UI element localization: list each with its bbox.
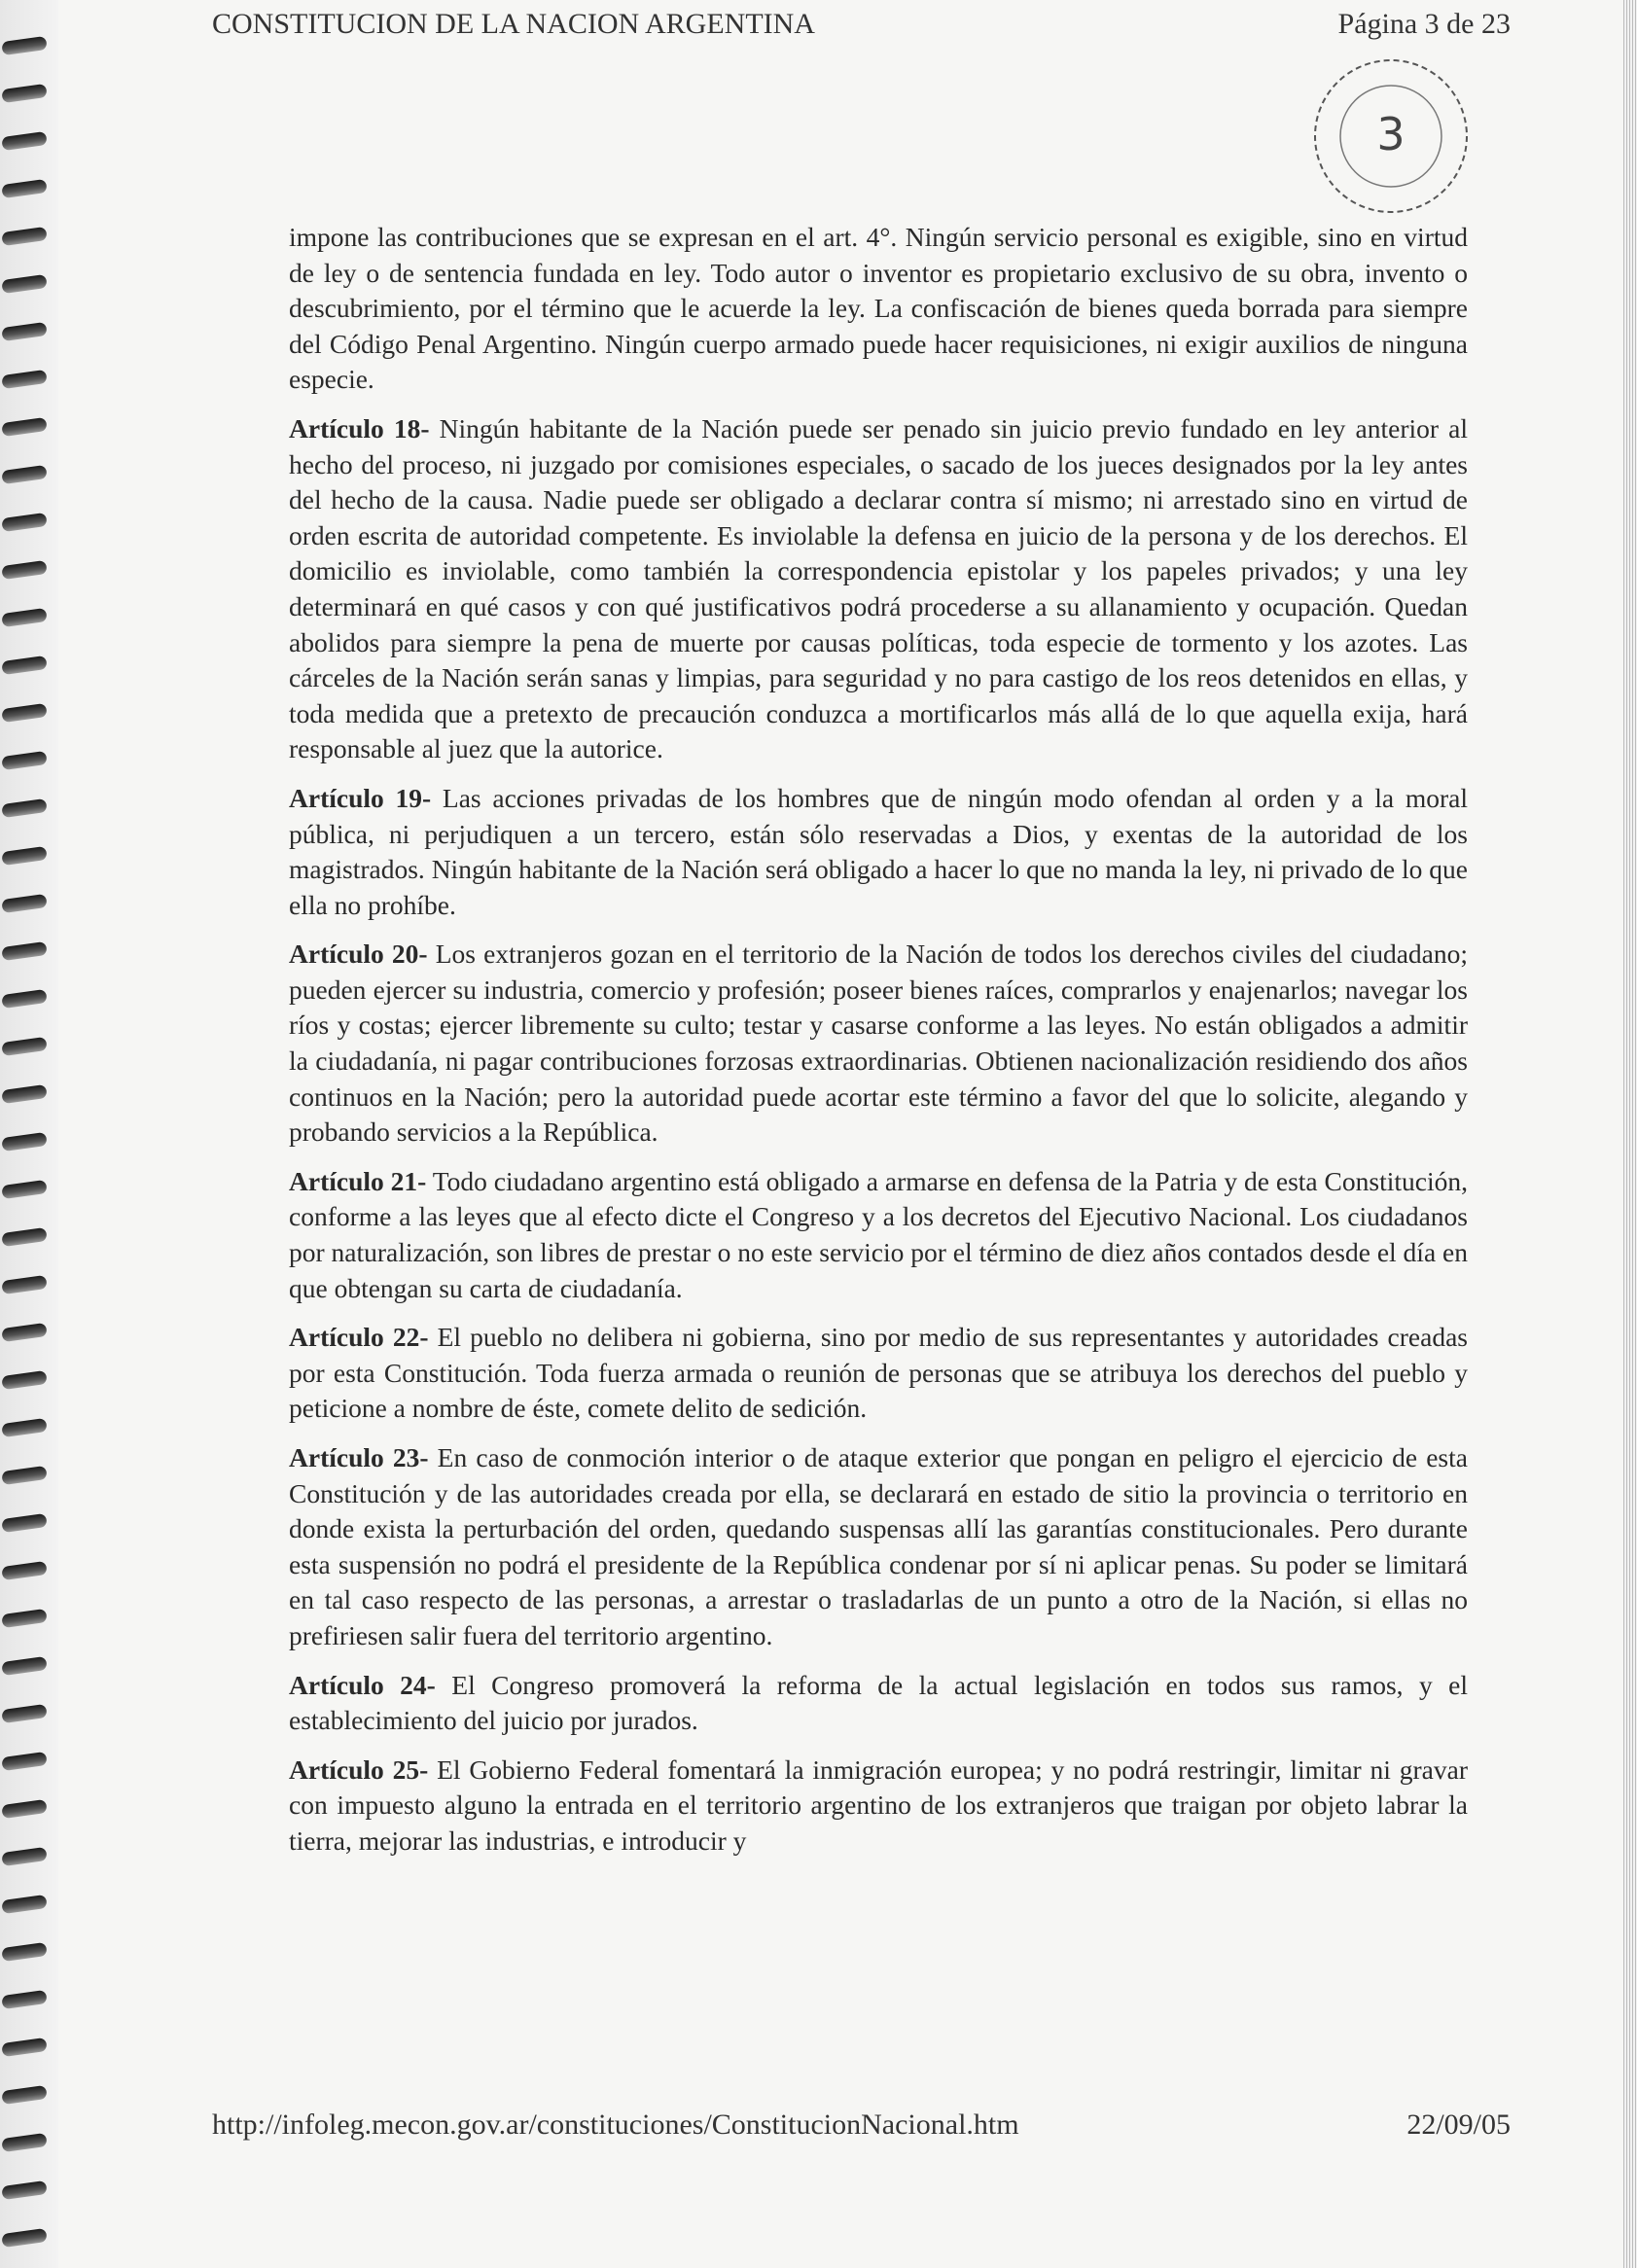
binding-ring — [1, 989, 48, 1009]
binding-ring — [1, 1180, 48, 1199]
article-paragraph — [289, 1440, 1468, 1654]
binding-ring — [1, 1084, 48, 1104]
binding-ring — [1, 370, 48, 389]
binding-ring — [1, 2180, 48, 2200]
binding-ring — [1, 656, 48, 675]
article-label: Artículo 20- — [289, 939, 428, 970]
article-label: Artículo 25- — [289, 1754, 429, 1785]
binding-ring — [1, 703, 48, 723]
binding-ring — [1, 1752, 48, 1771]
binding-ring — [1, 1370, 48, 1390]
page-edge — [1623, 0, 1637, 2268]
binding-ring — [1, 2228, 48, 2248]
binding-ring — [1, 1037, 48, 1056]
binding-ring — [1, 560, 48, 580]
article-label: Artículo 23- — [289, 1442, 429, 1472]
binding-ring — [1, 1895, 48, 1914]
binding-ring — [1, 1656, 48, 1676]
binding-ring — [1, 417, 48, 437]
page-header — [212, 8, 1511, 41]
binding-ring — [1, 1561, 48, 1580]
article-text: Las acciones privadas de los hombres que de ningún modo ofendan al orden y a la moral pública, ni perjudiquen a un tercero, están sólo reservadas a Dios, y exentas de la autoridad de los magistrados. Ningún habitante de la Nación será obligado a hacer lo que no manda la ley, ni privado de lo que ella no prohíbe. — [289, 782, 1468, 920]
spiral-binding — [0, 0, 58, 2268]
binding-ring — [1, 1418, 48, 1437]
continued-paragraph — [289, 220, 1468, 398]
article-paragraph — [289, 1164, 1468, 1306]
binding-ring — [1, 894, 48, 913]
binding-ring — [1, 131, 48, 151]
binding-ring — [1, 1799, 48, 1819]
page-footer — [212, 2109, 1511, 2142]
binding-ring — [1, 1227, 48, 1247]
article-paragraph — [289, 1320, 1468, 1427]
binding-ring — [1, 2038, 48, 2057]
binding-ring — [1, 1513, 48, 1533]
article-text: Ningún habitante de la Nación puede ser penado sin juicio previo fundado en ley anterior al hecho del proceso, ni juzgado por comisiones especiales, o sacado de los jueces designados por la ley antes del hecho de la causa. Nadie puede ser obligado a declarar contra sí mismo; ni arrestado sino en virtud de orden escrita de autoridad competente. Es inviolable la defensa en juicio de la persona y de los derechos. El domicilio es inviolable, como también la correspondencia epistolar y los papeles privados; y una ley determinará en qué casos y con qué justificativos podrá procederse a su allanamiento y ocupación. Quedan abolidos para siempre la pena de muerte por causas políticas, toda especie de tormento y los azotes. Las cárceles de la Nación serán sanas y limpias, para seguridad y no para castigo de los reos detenidos en ellas, y toda medida que a pretexto de precaución conduzca a mortificarlos más allá de lo que aquella exija, hará responsable al juez que la autorice. — [289, 412, 1468, 764]
article-paragraph — [289, 1668, 1468, 1739]
binding-ring — [1, 322, 48, 341]
binding-ring — [1, 751, 48, 770]
binding-ring — [1, 274, 48, 294]
binding-ring — [1, 2085, 48, 2105]
binding-ring — [1, 1323, 48, 1342]
rubber-stamp — [1303, 49, 1478, 224]
binding-ring — [1, 2133, 48, 2152]
binding-ring — [1, 227, 48, 246]
article-text: El Gobierno Federal fomentará la inmigración europea; y no podrá restringir, limitar ni gravar con impuesto alguno la entrada en el territorio argentino de los extranjeros que traigan por objeto labrar la tierra, mejorar las industrias, e introducir y — [289, 1754, 1468, 1856]
binding-ring — [1, 798, 48, 818]
binding-ring — [1, 1704, 48, 1723]
article-text: El Congreso promoverá la reforma de la actual legislación en todos sus ramos, y el establecimiento del juicio por jurados. — [289, 1669, 1468, 1736]
binding-ring — [1, 513, 48, 532]
article-label: Artículo 19- — [289, 782, 432, 813]
article-paragraph — [289, 781, 1468, 923]
article-label: Artículo 24- — [289, 1669, 436, 1700]
article-paragraph — [289, 937, 1468, 1151]
binding-ring — [1, 1132, 48, 1152]
article-paragraph — [289, 411, 1468, 767]
document-body — [289, 220, 1468, 1873]
article-text: En caso de conmoción interior o de ataque exterior que pongan en peligro el ejercicio de esta Constitución y de las autoridades creada por ella, se declarará en estado de sitio la provincia o territorio en donde exista la perturbación del orden, quedando suspensas allí las garantías constitucionales. Pero durante esta suspensión no podrá el presidente de la República condenar por sí ni aplicar penas. Su poder se limitará en tal caso respecto de las personas, a arrestar o trasladarlas de un punto a otro de la Nación, si ellas no prefiriesen salir fuera del territorio argentino. — [289, 1442, 1468, 1650]
article-text: Todo ciudadano argentino está obligado a armarse en defensa de la Patria y de esta Constitución, conforme a las leyes que al efecto dicte el Congreso y a los decretos del Ejecutivo Nacional. Los ciudadanos por naturalización, son libres de prestar o no este servicio por el término de diez años contados desde el día en que obtengan su carta de ciudadanía. — [289, 1165, 1468, 1303]
binding-ring — [1, 1275, 48, 1294]
binding-ring — [1, 846, 48, 866]
document-title: CONSTITUCION DE LA NACION ARGENTINA — [212, 8, 815, 40]
binding-ring — [1, 465, 48, 484]
source-url: http://infoleg.mecon.gov.ar/constituciones/ConstitucionNacional.htm — [212, 2109, 1019, 2141]
article-label: Artículo 21- — [289, 1165, 427, 1196]
binding-ring — [1, 608, 48, 627]
article-text: impone las contribuciones que se expresan en el art. 4°. Ningún servicio personal es exigible, sino en virtud de ley o de sentencia fundada en ley. Todo autor o inventor es propietario exclusivo de su obra, invento o descubrimiento, por el término que le acuerde la ley. La confiscación de bienes queda borrada para siempre del Código Penal Argentino. Ningún cuerpo armado puede hacer requisiciones, ni exigir auxilios de ninguna especie. — [289, 222, 1468, 395]
article-label: Artículo 22- — [289, 1322, 429, 1353]
binding-ring — [1, 84, 48, 103]
stamp-number: 3 — [1376, 108, 1406, 160]
article-paragraph — [289, 1753, 1468, 1860]
print-date: 22/09/05 — [1406, 2109, 1511, 2141]
binding-ring — [1, 1847, 48, 1866]
binding-ring — [1, 1990, 48, 2009]
binding-ring — [1, 1466, 48, 1485]
binding-ring — [1, 1609, 48, 1628]
article-text: El pueblo no delibera ni gobierna, sino por medio de sus representantes y autoridades creadas por esta Constitución. Toda fuerza armada o reunión de personas que se atribuya los derechos del pueblo y peticione a nombre de éste, comete delito de sedición. — [289, 1322, 1468, 1424]
binding-ring — [1, 1942, 48, 1962]
page-number: Página 3 de 23 — [1337, 8, 1511, 40]
article-label: Artículo 18- — [289, 412, 430, 443]
binding-ring — [1, 179, 48, 198]
article-text: Los extranjeros gozan en el territorio de la Nación de todos los derechos civiles del ciudadano; pueden ejercer su industria, comercio y profesión; poseer bienes raíces, comprarlos y enajenarlos; navegar los ríos y costas; ejercer libremente su culto; testar y casarse conforme a las leyes. No están obligados a admitir la ciudadanía, ni pagar contribuciones forzosas extraordinarias. Obtienen nacionalización residiendo dos años continuos en la Nación; pero la autoridad puede acortar este término a favor del que lo solicite, alegando y probando servicios a la República. — [289, 939, 1468, 1148]
binding-ring — [1, 36, 48, 55]
binding-ring — [1, 941, 48, 961]
